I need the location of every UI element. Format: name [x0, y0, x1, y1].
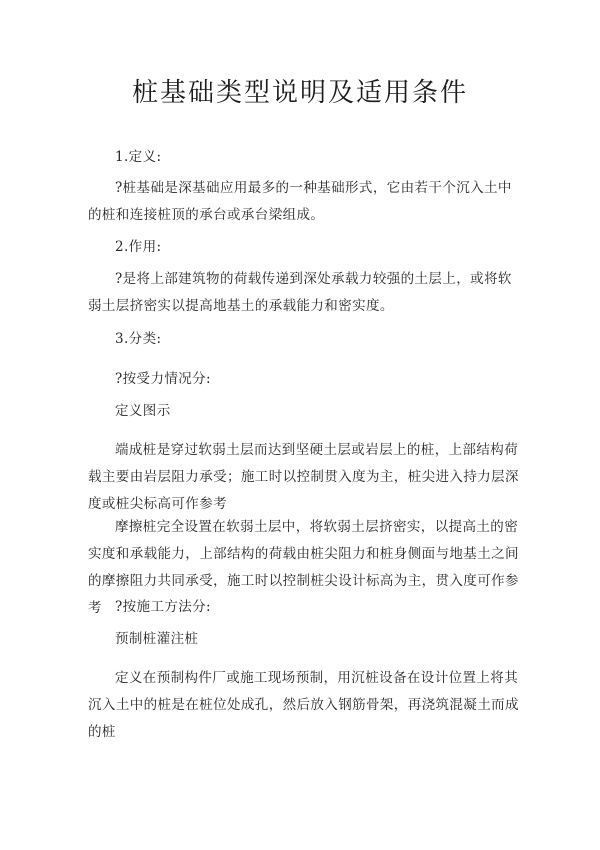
subheading-by-load: ?按受力情况分: [115, 371, 211, 387]
paragraph-friction-pile: 摩擦桩完全设置在软弱土层中，将软弱土层挤密实，以提高土的密实度和承载能力，上部结构的荷载由桩尖阻力和桩身侧面与地基土之间的摩擦阻力共同承受，施工时以控制桩尖设计标高为主，贯入度可作参考 [88, 519, 519, 616]
section-heading-function: 2.作用: [115, 239, 162, 255]
page-title: 桩基础类型说明及适用条件 [131, 78, 468, 108]
label-definition-diagram: 定义图示 [115, 403, 171, 419]
section-heading-definition: 1.定义: [115, 149, 162, 165]
paragraph-precast-definition: 定义在预制构件厂或施工现场预制，用沉桩设备在设计位置上将其沉入土中的桩是在桩位处成孔，然后放入钢筋骨架，再浇筑混凝土而成的桩 [88, 670, 519, 740]
paragraph-end-bearing-pile: 端成桩是穿过软弱土层而达到坚硬土层或岩层上的桩，上部结构荷载主要由岩层阻力承受；施工时以控制贯入度为主，桩尖进入持力层深度或桩尖标高可作参考 [88, 442, 519, 512]
section-heading-classification: 3.分类: [115, 331, 162, 347]
paragraph-definition: ?桩基础是深基础应用最多的一种基础形式，它由若干个沉入土中的桩和连接桩顶的承台或承台梁组成。 [88, 180, 512, 223]
label-precast-cast-in-place: 预制桩灌注桩 [115, 631, 199, 647]
subheading-by-construction: ?按施工方法分: [115, 599, 211, 615]
paragraph-function: ?是将上部建筑物的荷载传递到深处承载力较强的土层上，或将软弱土层挤密实以提高地基土的承载能力和密实度。 [88, 271, 512, 314]
